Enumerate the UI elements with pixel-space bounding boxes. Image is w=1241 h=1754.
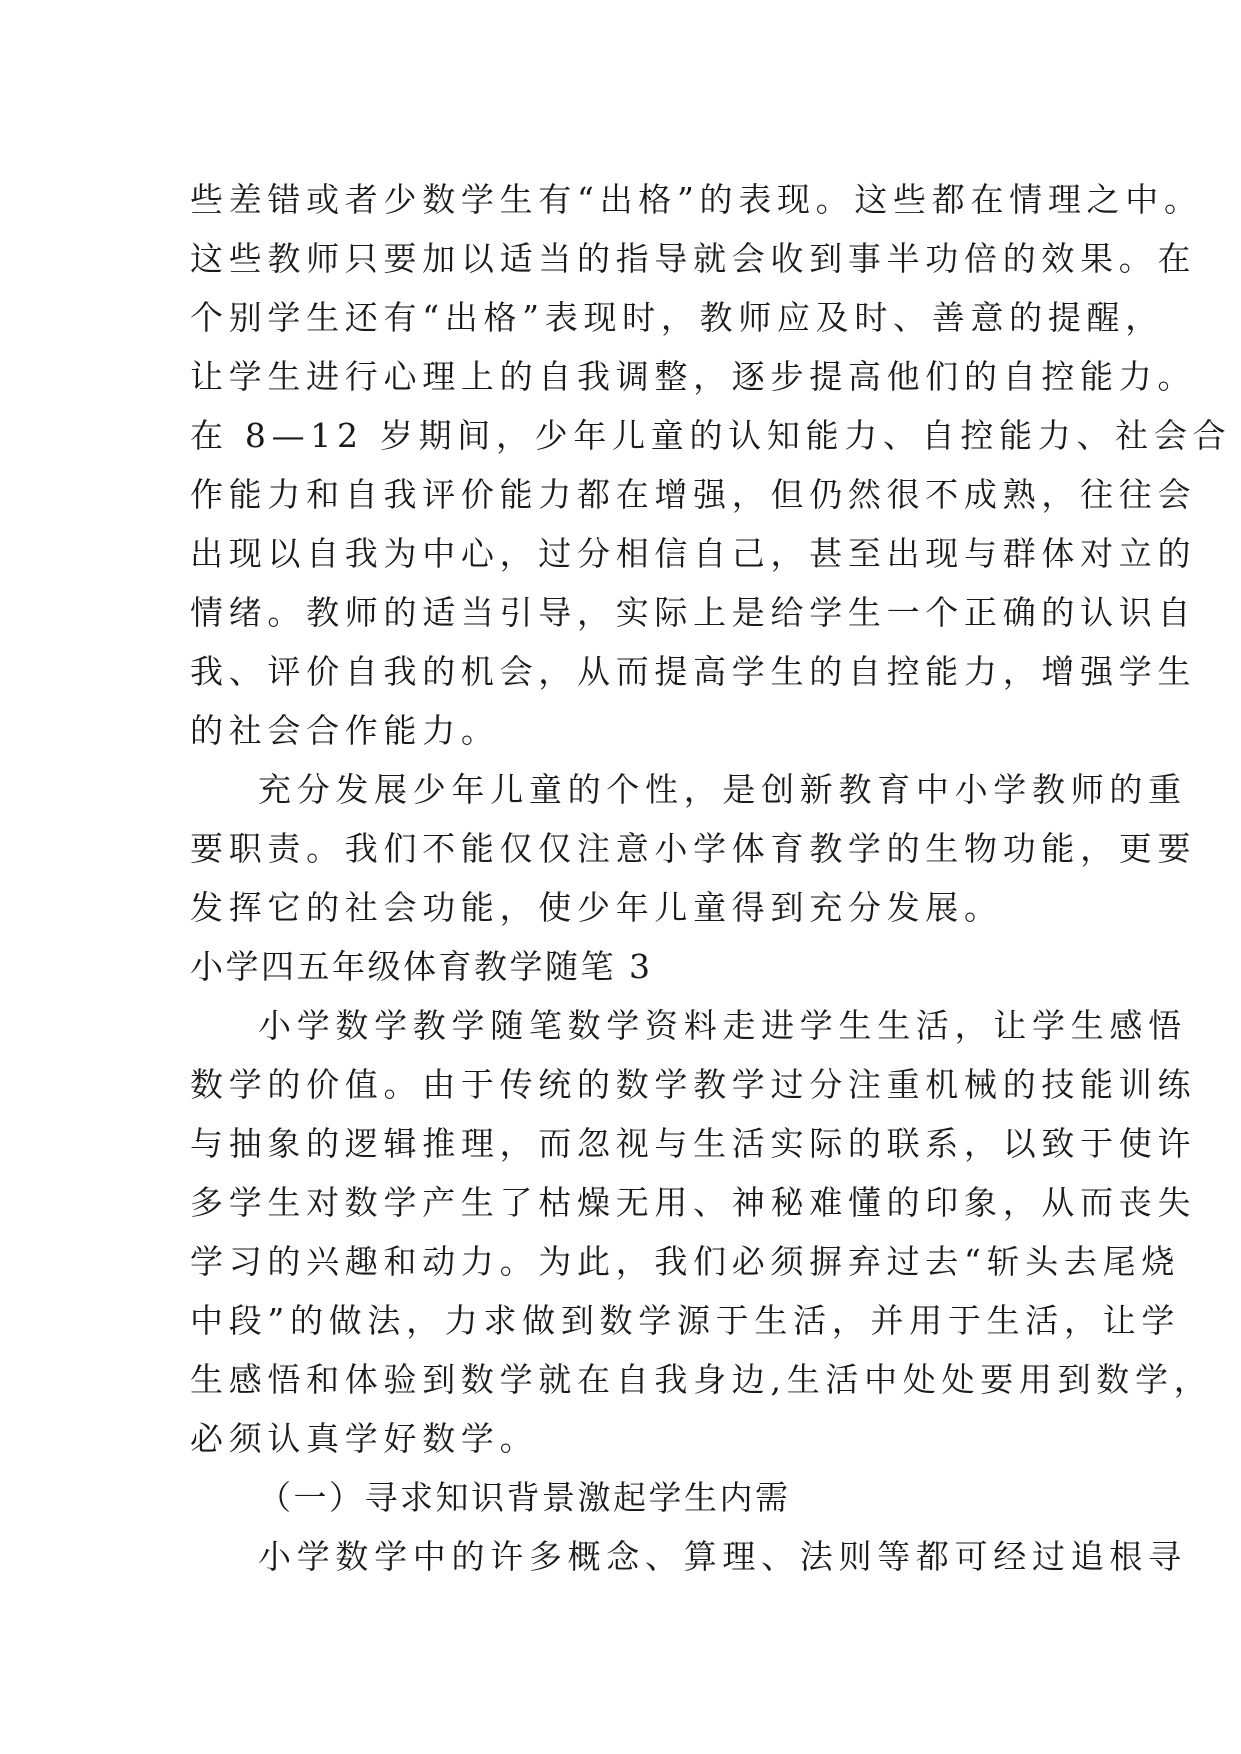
heading-text: （一）寻求知识背景激起学生内需 bbox=[258, 1478, 791, 1517]
text-line: 必须认真学好数学。 bbox=[190, 1419, 539, 1458]
text-line: 情绪。教师的适当引导，实际上是给学生一个正确的认识自 bbox=[190, 593, 1197, 632]
paragraph bbox=[190, 760, 1241, 937]
subsection-heading bbox=[190, 1468, 1241, 1527]
text-line: 生感悟和体验到数学就在自我身边,生活中处处要用到数学， bbox=[190, 1360, 1213, 1399]
text-line: 学习的兴趣和动力。为此，我们必须摒弃过去“斩头去尾烧 bbox=[190, 1242, 1181, 1281]
paragraph bbox=[190, 170, 1241, 760]
text-line: 作能力和自我评价能力都在增强，但仍然很不成熟，往往会 bbox=[190, 475, 1197, 514]
text-line: 在 8—12 岁期间，少年儿童的认知能力、自控能力、社会合 bbox=[190, 416, 1232, 455]
text-line: 这些教师只要加以适当的指导就会收到事半功倍的效果。在 bbox=[190, 239, 1197, 278]
text-line: 与抽象的逻辑推理，而忽视与生活实际的联系，以致于使许 bbox=[190, 1124, 1197, 1163]
heading-text: 小学四五年级体育教学随笔 3 bbox=[190, 947, 653, 986]
section-heading bbox=[190, 937, 1241, 996]
text-line: 小学数学中的许多概念、算理、法则等都可经过追根寻 bbox=[258, 1537, 1187, 1576]
text-line: 个别学生还有“出格”表现时，教师应及时、善意的提醒， bbox=[190, 298, 1164, 337]
paragraph bbox=[190, 1527, 1241, 1586]
text-line: 要职责。我们不能仅仅注意小学体育教学的生物功能，更要 bbox=[190, 829, 1197, 868]
text-line: 让学生进行心理上的自我调整，逐步提高他们的自控能力。 bbox=[190, 357, 1197, 396]
paragraph bbox=[190, 996, 1241, 1468]
text-line: 充分发展少年儿童的个性，是创新教育中小学教师的重 bbox=[258, 770, 1187, 809]
text-line: 的社会合作能力。 bbox=[190, 711, 500, 750]
text-line: 出现以自我为中心，过分相信自己，甚至出现与群体对立的 bbox=[190, 534, 1197, 573]
text-line: 发挥它的社会功能，使少年儿童得到充分发展。 bbox=[190, 888, 1003, 927]
text-line: 数学的价值。由于传统的数学教学过分注重机械的技能训练 bbox=[190, 1065, 1197, 1104]
text-line: 多学生对数学产生了枯燥无用、神秘难懂的印象，从而丧失 bbox=[190, 1183, 1197, 1222]
text-line: 我、评价自我的机会，从而提高学生的自控能力，增强学生 bbox=[190, 652, 1197, 691]
text-line: 中段”的做法，力求做到数学源于生活，并用于生活，让学 bbox=[190, 1301, 1181, 1340]
text-line: 小学数学教学随笔数学资料走进学生生活，让学生感悟 bbox=[258, 1006, 1187, 1045]
text-line: 些差错或者少数学生有“出格”的表现。这些都在情理之中。 bbox=[190, 180, 1203, 219]
